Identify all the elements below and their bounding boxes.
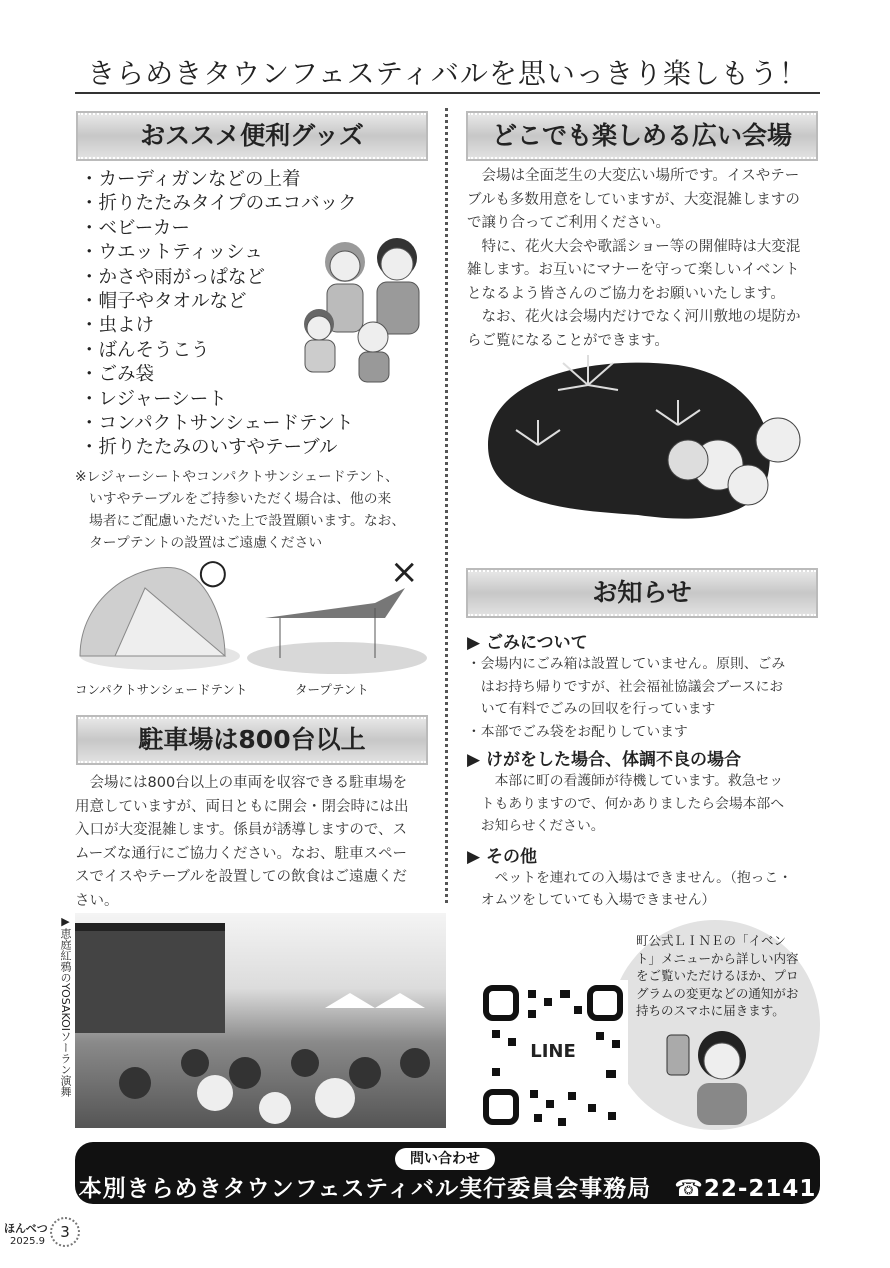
venue-line: らご覧になることができます。 — [467, 332, 669, 349]
note-line: いすやテーブルをご持参いただく場合は、他の来 — [89, 491, 392, 507]
tent-ng-label: タープテント — [295, 682, 369, 697]
notice-line: オムツをしていても入場できません） — [467, 892, 716, 908]
notice-body — [467, 628, 822, 912]
tent-illustrations — [75, 558, 435, 678]
yosakoi-photo — [75, 913, 446, 1128]
tent-ok-label: コンパクトサンシェードテント — [75, 682, 248, 697]
parking-line: スでイスやテーブルを設置しての飲食はご遠慮くだ — [75, 869, 408, 885]
goods-item: ・ウエットティッシュ — [80, 242, 263, 264]
line-qr-code[interactable] — [478, 980, 628, 1130]
phone-user-illustration — [662, 1025, 757, 1125]
goods-item: ・ごみ袋 — [80, 364, 155, 386]
goods-item: ・折りたたみのいすやテーブル — [80, 437, 338, 459]
parking-line: ムーズな通行にご協力ください。なお、駐車スペー — [75, 845, 408, 862]
line-info-text — [636, 932, 816, 1020]
line-info-line: グラムの変更などの通知がお — [636, 985, 799, 1001]
goods-item: ・カーディガンなどの上着 — [80, 169, 301, 190]
contact-info — [75, 1170, 820, 1203]
goods-item: ・ベビーカー — [80, 217, 190, 239]
line-info-line: をご覧いただけるほか、プロ — [636, 968, 799, 983]
goods-item: ・レジャーシート — [80, 388, 227, 410]
parking-text — [75, 772, 430, 913]
photo-caption: ▶恵庭紅鴉のYOSAKOIソーラン演舞 — [59, 915, 72, 1098]
family-illustration — [285, 232, 435, 392]
goods-item: ・帽子やタオルなど — [80, 291, 247, 313]
parking-line: 会場には800台以上の車両を収容できる駐車場を — [75, 775, 408, 791]
ng-mark: × — [390, 552, 419, 592]
qr-label: LINE — [530, 1041, 576, 1062]
note-line: 場者にご配慮いただいた上で設置願います。なお、 — [89, 513, 406, 529]
notice-section-title: ▶ ごみについて — [467, 633, 588, 653]
parking-line: 入口が大変混雑します。係員が誘導しますので、ス — [75, 822, 408, 838]
goods-note — [75, 466, 430, 554]
notice-section-title: ▶ その他 — [467, 846, 537, 867]
notice-line: トもありますので、何かありましたら会場本部へ — [467, 795, 785, 812]
notice-heading: お知らせ — [468, 570, 816, 616]
line-info-line: 町公式ＬＩＮＥの「イベン — [636, 933, 787, 948]
venue-line: ブルも多数用意をしていますが、大変混雑しますの — [467, 191, 800, 208]
contact-phone: ☎22-2141 — [674, 1176, 817, 1202]
goods-item: ・コンパクトサンシェードテント — [80, 413, 354, 435]
venue-line: なお、花火は会場内だけでなく河川敷地の堤防か — [467, 309, 801, 325]
title-rule — [75, 92, 820, 94]
notice-section-title: ▶ けがをした場合、体調不良の場合 — [467, 750, 741, 770]
venue-line: 会場は全面芝生の大変広い場所です。イスやテー — [467, 168, 800, 184]
goods-heading: おススメ便利グッズ — [78, 113, 426, 159]
venue-text — [467, 165, 822, 353]
parking-line: 用意していますが、両日ともに開会・閉会時には出 — [75, 798, 409, 815]
parking-line: さい。 — [75, 892, 119, 909]
goods-item: ・折りたたみタイプのエコバック — [80, 193, 357, 215]
line-info-line: ト」メニューから詳しい内容 — [636, 950, 799, 966]
ok-mark: ○ — [198, 552, 228, 592]
venue-line: 雑します。お互いにマナーを守って楽しいイベント — [467, 262, 800, 278]
parking-heading: 駐車場は800台以上 — [78, 717, 426, 763]
goods-item: ・ばんそうこう — [80, 339, 210, 361]
page-title: きらめきタウンフェスティバルを思いっきり楽しもう！ — [87, 57, 808, 90]
venue-line: で譲り合ってご利用ください。 — [467, 215, 670, 231]
page-number: 3 — [50, 1217, 80, 1247]
goods-item: ・かさや雨がっぱなど — [80, 266, 266, 288]
notice-line: ペットを連れての入場はできません。（抱っこ・ — [467, 869, 793, 886]
notice-line: はお持ち帰りですが、社会福祉協議会ブースにお — [467, 678, 784, 695]
line-info-line: 持ちのスマホに届きます。 — [636, 1003, 785, 1018]
goods-item: ・虫よけ — [80, 315, 155, 337]
notice-line: ・会場内にごみ箱は設置していません。原則、ごみ — [467, 656, 786, 672]
fireworks-illustration — [478, 345, 818, 545]
venue-line: となるよう皆さんのご協力をお願いいたします。 — [467, 285, 785, 302]
venue-heading: どこでも楽しめる広い会場 — [468, 113, 816, 159]
column-divider — [445, 108, 448, 903]
venue-line: 特に、花火大会や歌謡ショー等の開催時は大変混 — [467, 238, 801, 255]
town-logo: ほんべつ — [4, 1222, 48, 1235]
notice-line: 本部に町の看護師が待機しています。救急セッ — [467, 773, 784, 789]
issue-date: 2025.9 — [10, 1236, 45, 1247]
notice-line: ・本部でごみ袋をお配りしています — [467, 723, 688, 740]
note-line: タープテントの設置はご遠慮ください — [89, 535, 323, 551]
notice-line: お知らせください。 — [467, 818, 605, 834]
contact-org: 本別きらめきタウンフェスティバル実行委員会事務局 — [78, 1176, 652, 1202]
notice-line: いて有料でごみの回収を行っています — [467, 701, 716, 717]
contact-label: 問い合わせ — [395, 1148, 495, 1170]
note-line: ※レジャーシートやコンパクトサンシェードテント、 — [75, 469, 399, 485]
